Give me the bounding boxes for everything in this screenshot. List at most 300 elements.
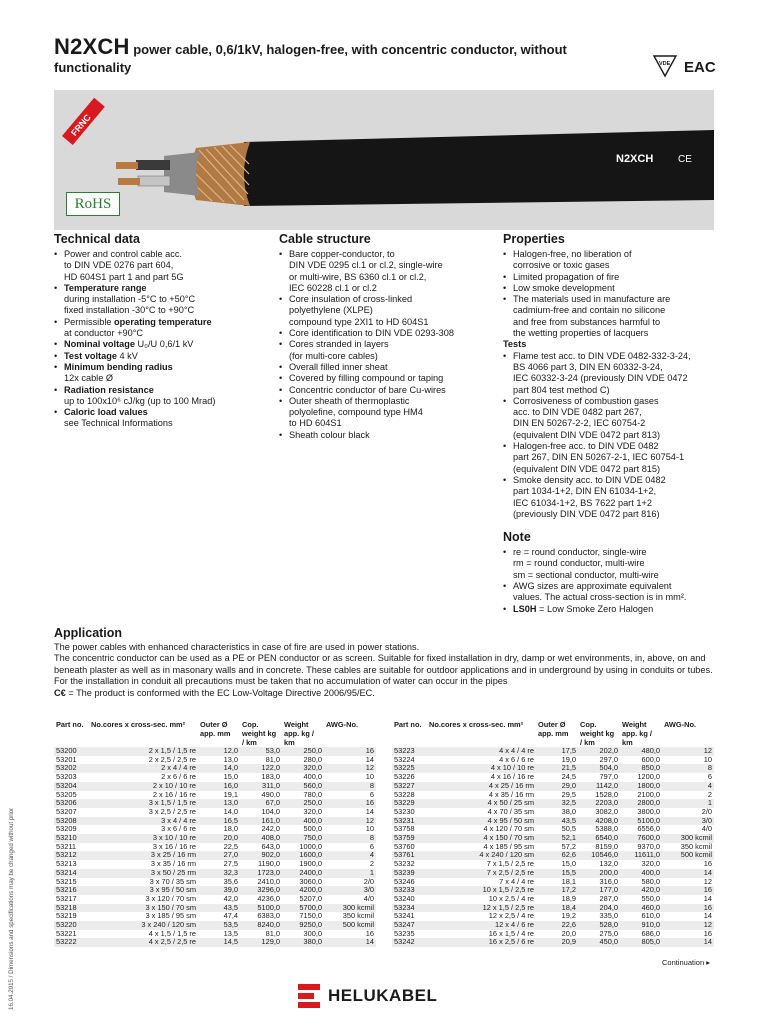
table-cell: 10 (365, 824, 374, 834)
table-cell: 16,0 (223, 780, 238, 790)
table-cell: 29,0 (561, 780, 576, 790)
bullet-icon: • (54, 384, 58, 395)
table-cell: 81,0 (265, 754, 280, 764)
table-cell: 53208 (56, 815, 77, 825)
table-cell: 18,4 (561, 902, 576, 912)
list-item-text: Sheath colour black (289, 429, 370, 440)
table-cell: 24,5 (561, 772, 576, 782)
table-cell: 1190,0 (257, 859, 280, 869)
table-cell: 400,0 (303, 772, 322, 782)
table-cell: 2 (707, 789, 712, 799)
table-cell: 43,5 (561, 815, 576, 825)
table-cell: 300 kcmil (342, 902, 374, 912)
list-item-text: see Technical Informations (64, 418, 173, 429)
table-row (392, 921, 714, 930)
table-cell: 53203 (56, 772, 77, 782)
list-item-text: Core insulation of cross-linked (289, 294, 413, 305)
table-cell: 2/0 (363, 876, 374, 886)
list-item-text: or multi-wire, BS 6360 cl.1 or cl.2, (289, 271, 427, 282)
list-item-text: The materials used in manufacture are (513, 294, 671, 305)
list-item (503, 604, 718, 615)
table-cell: 53235 (394, 928, 415, 938)
table-cell: 14 (703, 911, 712, 921)
list-item-text: AWG sizes are approximate equivalent (513, 581, 672, 592)
bullet-icon: • (279, 361, 283, 372)
table-cell: 14 (365, 937, 374, 947)
table-cell: 161,0 (261, 815, 280, 825)
frnc-label: FRNC (69, 112, 93, 138)
table-cell: 2 x 10 / 10 re (152, 780, 196, 790)
table-cell: 2800,0 (637, 798, 660, 808)
table-row (392, 895, 714, 904)
product-subtitle: power cable, 0,6/1kV, halogen-free, with concentric conductor, without functionality (54, 42, 567, 75)
table-cell: 3082,0 (595, 806, 618, 816)
table-row (54, 808, 376, 817)
list-item-text: Overall filled inner sheat (289, 361, 388, 372)
table-row (392, 860, 714, 869)
bullet-icon: • (279, 395, 283, 406)
table-cell: 47,4 (223, 911, 238, 921)
list-item (54, 317, 274, 328)
table-cell: 53211 (56, 841, 77, 851)
table-cell: 53758 (394, 824, 415, 834)
list-item-bold: Caloric load values (64, 407, 148, 418)
table-row (392, 817, 714, 826)
side-note: 16.04.2015 / Dimensions and specifications may be changed without prior (8, 807, 15, 1010)
bullet-icon: • (503, 294, 507, 305)
table-row (392, 764, 714, 773)
list-item-bold: Temperature range (64, 282, 147, 293)
list-item (503, 272, 718, 283)
column-header: Weight app. kg / km (284, 720, 314, 747)
table-cell: 18,0 (223, 824, 238, 834)
table-cell: 850,0 (641, 763, 660, 773)
table-cell: 53222 (56, 937, 77, 947)
application-heading: Application (54, 626, 123, 640)
list-item-text: cadmium-free and contain no silicone (513, 305, 666, 316)
list-item (503, 464, 718, 475)
table-cell: 3 x 150 / 70 sm (145, 902, 196, 912)
table-row (392, 851, 714, 860)
table-cell: 6556,0 (637, 824, 660, 834)
list-item-text: up to 100x10⁶ cJ/kg (up to 100 Mrad) (64, 395, 216, 406)
list-item-text: re = round conductor, single-wire (513, 547, 647, 558)
list-item-text: polyethylene (XLPE) (289, 305, 373, 316)
table-cell: 1900,0 (299, 859, 322, 869)
table-cell: 13,0 (223, 754, 238, 764)
list-item (279, 317, 499, 328)
bullet-icon: • (503, 603, 507, 614)
table-cell: 16 (365, 798, 374, 808)
tests-list (503, 351, 718, 520)
cable-banner (54, 90, 714, 230)
column-header: AWG-No. (664, 720, 697, 729)
table-cell: 53,5 (223, 920, 238, 930)
table-cell: 4 x 1,5 / 1,5 re (148, 928, 196, 938)
cable-structure-section (279, 232, 499, 441)
list-item-text: the wetting properties of lacquers (513, 328, 649, 339)
table-cell: 15,0 (223, 772, 238, 782)
table-cell: 3 x 70 / 35 sm (149, 876, 196, 886)
table-cell: 2 x 6 / 6 re (161, 772, 196, 782)
table-row (54, 895, 376, 904)
table-row (54, 747, 376, 756)
list-item-text: Concentric conductor of bare Cu-wires (289, 384, 446, 395)
table-cell: 132,0 (599, 859, 618, 869)
table-cell: 3/0 (701, 815, 712, 825)
table-cell: 53759 (394, 833, 415, 843)
list-item-bold: operating temperature (114, 316, 212, 327)
table-cell: 311,0 (262, 780, 280, 790)
table-cell: 53224 (394, 754, 415, 764)
table-cell: 4 x 70 / 35 sm (487, 806, 534, 816)
list-item (503, 305, 718, 316)
brand-name: HELUKABEL (328, 986, 438, 1005)
list-item (503, 558, 718, 569)
table-cell: 14 (703, 867, 712, 877)
table-cell: 797,0 (599, 772, 618, 782)
table-cell: 104,0 (261, 806, 280, 816)
list-item-text: Low smoke development (513, 282, 615, 293)
table-cell: 4 x 120 / 70 sm (483, 824, 534, 834)
table-cell: 53223 (394, 746, 415, 755)
certification-marks (652, 52, 716, 80)
table-cell: 53200 (56, 746, 77, 755)
table-cell: 17,5 (561, 746, 576, 755)
table-header-row (54, 720, 376, 747)
table-cell: 35,6 (223, 876, 238, 886)
table-row (392, 834, 714, 843)
table-cell: 16 (365, 928, 374, 938)
table-cell: 287,0 (599, 893, 618, 903)
table-cell: 53214 (56, 867, 77, 877)
table-cell: 4 (707, 780, 712, 790)
table-cell: 4 x 25 / 16 rm (488, 780, 534, 790)
list-item-bold: Test voltage (64, 350, 117, 361)
list-item (503, 283, 718, 294)
table-cell: 12 x 2,5 / 4 re (488, 911, 534, 921)
table-cell: 500 kcmil (342, 920, 374, 930)
list-item (54, 272, 274, 283)
document-title (54, 34, 614, 77)
table-cell: 3 x 1,5 / 1,5 re (148, 798, 196, 808)
table-row (392, 756, 714, 765)
list-item-text: IEC 60332-3-24 (previously DIN VDE 0472 (513, 373, 688, 384)
table-cell: 380,0 (303, 937, 322, 947)
product-table-left (54, 720, 376, 947)
table-cell: 1528,0 (595, 789, 618, 799)
table-cell: 350 kcmil (342, 911, 374, 921)
bullet-icon: • (279, 429, 283, 440)
cable-illustration (54, 90, 714, 230)
list-item (54, 351, 274, 362)
table-cell: 4 x 16 / 16 re (490, 772, 534, 782)
helukabel-logo-icon (298, 984, 324, 1008)
list-item (503, 452, 718, 463)
list-item (503, 498, 718, 509)
table-cell: 129,0 (261, 937, 280, 947)
table-row (392, 869, 714, 878)
table-cell: 38,0 (561, 806, 576, 816)
table-cell: 32,3 (223, 867, 238, 877)
table-cell: 62,6 (561, 850, 576, 860)
table-cell: 4 x 6 / 6 re (499, 754, 534, 764)
table-cell: 2 x 2,5 / 2,5 re (148, 754, 196, 764)
table-cell: 400,0 (303, 815, 322, 825)
table-cell: 528,0 (599, 920, 618, 930)
table-cell: 1800,0 (637, 780, 660, 790)
table-cell: 7600,0 (637, 833, 660, 843)
bullet-icon: • (54, 316, 58, 327)
table-row (392, 878, 714, 887)
table-cell: 202,0 (599, 746, 618, 755)
table-cell: 8240,0 (257, 920, 280, 930)
list-item (54, 283, 274, 294)
table-cell: 4 x 35 / 16 rm (488, 789, 534, 799)
list-item (279, 272, 499, 283)
table-cell: 7 x 2,5 / 2,5 re (486, 867, 534, 877)
table-cell: 6 (369, 841, 374, 851)
bullet-icon: • (503, 547, 507, 558)
table-cell: 12 (703, 876, 712, 886)
list-item (503, 547, 718, 558)
tests-heading: Tests (503, 339, 527, 350)
table-cell: 7150,0 (299, 911, 322, 921)
table-cell: 320,0 (641, 859, 660, 869)
list-item-text: to DIN VDE 0276 part 604, (64, 260, 174, 271)
table-cell: 3296,0 (257, 885, 280, 895)
table-cell: 20,0 (223, 833, 238, 843)
eac-mark-icon: EAC (684, 59, 716, 76)
properties-section (503, 232, 718, 615)
table-row (54, 799, 376, 808)
table-cell: 27,5 (223, 859, 238, 869)
table-cell: 15,0 (561, 859, 576, 869)
table-row (392, 799, 714, 808)
table-cell: 14 (703, 937, 712, 947)
list-item (54, 385, 274, 396)
technical-data-list (54, 249, 274, 430)
table-cell: 3 x 120 / 70 sm (145, 893, 196, 903)
table-cell: 500 kcmil (680, 850, 712, 860)
table-row (54, 878, 376, 887)
table-cell: 5700,0 (299, 902, 322, 912)
rohs-badge: RoHS (66, 192, 120, 216)
table-cell: 902,0 (261, 850, 280, 860)
table-cell: 18,9 (561, 893, 576, 903)
table-cell: 6540,0 (595, 833, 618, 843)
list-item (279, 283, 499, 294)
list-item (279, 430, 499, 441)
table-cell: 4 x 240 / 120 sm (479, 850, 534, 860)
list-item (54, 407, 274, 418)
table-cell: 19,0 (561, 754, 576, 764)
table-cell: 1000,0 (299, 841, 322, 851)
table-cell: 300,0 (303, 928, 322, 938)
table-cell: 12 (703, 746, 712, 755)
column-header: No.cores x cross-sec. mm² (91, 720, 186, 729)
table-cell: 22,6 (561, 920, 576, 930)
table-cell: 13,0 (223, 798, 238, 808)
table-cell: 17,2 (561, 885, 576, 895)
table-cell: 8 (369, 780, 374, 790)
table-cell: 16 (703, 859, 712, 869)
table-cell: 4208,0 (595, 815, 618, 825)
table-cell: 53234 (394, 902, 415, 912)
table-cell: 81,0 (265, 928, 280, 938)
properties-heading: Properties (503, 232, 565, 246)
list-item (503, 328, 718, 339)
table-row (54, 782, 376, 791)
ce-print-mark: CE (678, 154, 692, 165)
list-item-text: Core identification to DIN VDE 0293-308 (289, 328, 454, 339)
table-cell: 29,5 (561, 789, 576, 799)
table-cell: 14,5 (223, 937, 238, 947)
table-cell: 10 (365, 772, 374, 782)
list-item-text: sm = sectional conductor, multi-wire (513, 569, 659, 580)
list-item-text: 12x cable Ø (64, 373, 114, 384)
table-row (54, 764, 376, 773)
bullet-icon: • (503, 282, 507, 293)
table-cell: 53239 (394, 867, 415, 877)
column-header: No.cores x cross-sec. mm² (429, 720, 524, 729)
table-cell: 53228 (394, 789, 415, 799)
list-item (279, 328, 499, 339)
table-cell: 4 x 95 / 50 sm (487, 815, 534, 825)
table-cell: 20,9 (561, 937, 576, 947)
table-cell: 53204 (56, 780, 77, 790)
table-cell: 3 x 4 / 4 re (161, 815, 196, 825)
table-cell: 53231 (394, 815, 415, 825)
table-cell: 12 (365, 815, 374, 825)
bullet-icon: • (279, 339, 283, 350)
table-header-row (392, 720, 714, 747)
column-header: Cop. weight kg / km (580, 720, 615, 747)
table-cell: 11611,0 (634, 850, 660, 860)
table-cell: 52,1 (561, 833, 576, 843)
list-item (279, 418, 499, 429)
table-cell: 53220 (56, 920, 77, 930)
table-row (54, 851, 376, 860)
table-cell: 3/0 (363, 885, 374, 895)
column-header: AWG-No. (326, 720, 359, 729)
table-cell: 42,0 (223, 893, 238, 903)
list-item-text: IEC 60228 cl.1 or cl.2 (289, 282, 377, 293)
table-cell: 12 x 1,5 / 2,5 re (482, 902, 534, 912)
table-cell: 10 x 1,5 / 2,5 re (482, 885, 534, 895)
table-cell: 177,0 (599, 885, 618, 895)
table-cell: 5100,0 (637, 815, 660, 825)
table-cell: 22,5 (223, 841, 238, 851)
list-item-text: Smoke density acc. to DIN VDE 0482 (513, 474, 666, 485)
list-item (279, 305, 499, 316)
bullet-icon: • (503, 441, 507, 452)
table-cell: 53230 (394, 806, 415, 816)
table-cell: 2400,0 (299, 867, 322, 877)
list-item-text: IEC 61034-1+2, BS 7622 part 1+2 (513, 497, 652, 508)
list-item-text: corrosive or toxic gases (513, 260, 610, 271)
list-item-text: to HD 604S1 (289, 418, 342, 429)
table-cell: 4236,0 (257, 893, 280, 903)
table-cell: 7 x 4 / 4 re (499, 876, 534, 886)
list-item (503, 396, 718, 407)
list-item (54, 373, 274, 384)
table-cell: 10546,0 (591, 850, 618, 860)
table-cell: 3 x 35 / 16 rm (150, 859, 196, 869)
table-row (392, 938, 714, 947)
table-cell: 4/0 (363, 893, 374, 903)
table-cell: 335,0 (599, 911, 618, 921)
list-item (279, 396, 499, 407)
table-row (54, 860, 376, 869)
list-item-text: (previously DIN VDE 0472 part 816) (513, 508, 660, 519)
table-cell: 53760 (394, 841, 415, 851)
technical-data-heading: Technical data (54, 232, 140, 246)
table-cell: 5100,0 (257, 902, 280, 912)
table-cell: 53217 (56, 893, 77, 903)
product-table-right (392, 720, 714, 947)
table-cell: 16 (703, 902, 712, 912)
table-cell: 2203,0 (595, 798, 618, 808)
table-row (392, 808, 714, 817)
list-item (54, 305, 274, 316)
list-item (503, 373, 718, 384)
bullet-icon: • (54, 282, 58, 293)
table-cell: 4 x 4 / 4 re (499, 746, 534, 755)
bullet-icon: • (503, 249, 507, 259)
bullet-icon: • (279, 373, 283, 384)
table-row (54, 791, 376, 800)
bullet-icon: • (503, 581, 507, 592)
list-item-bold: Radiation resistance (64, 384, 154, 395)
list-item (279, 407, 499, 418)
list-item-text: DIN VDE 0295 cl.1 or cl.2, single-wire (289, 260, 443, 271)
bullet-icon: • (279, 249, 283, 259)
table-cell: 250,0 (303, 798, 322, 808)
table-cell: 350 kcmil (680, 841, 712, 851)
table-cell: 3 x 10 / 10 re (152, 833, 196, 843)
table-cell: 560,0 (303, 780, 322, 790)
list-item-text: BS 4066 part 3, DIN EN 60332-3-24, (513, 361, 663, 372)
table-cell: 2 x 4 / 4 re (161, 763, 196, 773)
table-cell: 53225 (394, 763, 415, 773)
table-cell: 204,0 (599, 902, 618, 912)
table-cell: 53209 (56, 824, 77, 834)
helukabel-logo (298, 983, 478, 1009)
table-row (54, 904, 376, 913)
table-cell: 3 x 25 / 16 rm (150, 850, 196, 860)
list-item-text: part 1034-1+2, DIN EN 61034-1+2, (513, 486, 657, 497)
list-item (503, 351, 718, 362)
table-cell: 4 x 2,5 / 2,5 re (148, 937, 196, 947)
table-cell: 53207 (56, 806, 77, 816)
table-cell: 14,0 (223, 763, 238, 773)
list-item-text: Covered by filling compound or taping (289, 373, 444, 384)
column-header: Outer Ø app. mm (200, 720, 231, 738)
table-row (392, 782, 714, 791)
table-cell: 53233 (394, 885, 415, 895)
properties-list (503, 249, 718, 339)
table-cell: 53246 (394, 876, 415, 886)
column-header: Part no. (56, 720, 84, 729)
list-item-text: 4 kV (116, 350, 138, 361)
table-cell: 686,0 (641, 928, 660, 938)
list-item-text: = Low Smoke Zero Halogen (536, 603, 654, 614)
list-item-text: part 267, DIN EN 50267-2-1, IEC 60754-1 (513, 452, 685, 463)
table-cell: 4 x 185 / 95 sm (483, 841, 534, 851)
table-cell: 910,0 (641, 920, 660, 930)
table-cell: 500,0 (303, 824, 322, 834)
